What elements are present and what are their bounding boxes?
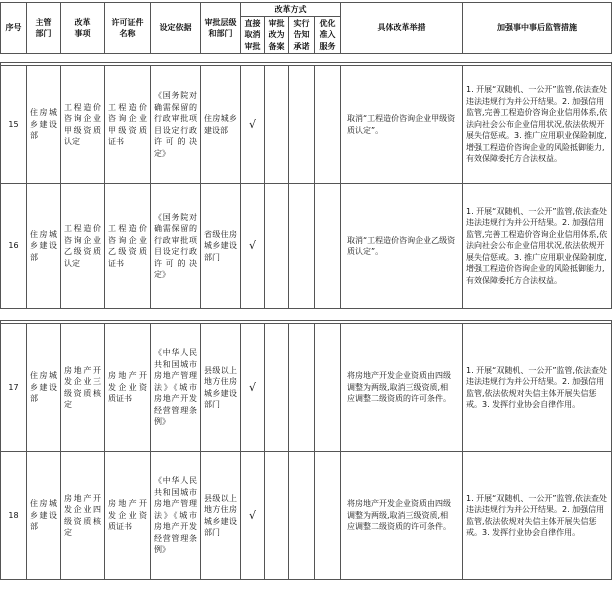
row-measure: 取消“工程造价咨询企业乙级资质认定”。	[341, 184, 463, 309]
header-supervise: 加强事中事后监管措施	[463, 3, 612, 54]
row-basis: 《国务院对确需保留的行政审批项目设定行政许可的决定》	[151, 66, 201, 184]
reform-table-header	[0, 2, 612, 54]
row-item: 工程造价咨询企业甲级资质认定	[61, 66, 105, 184]
header-cert: 许可证件 名称	[105, 3, 151, 54]
row-direct-check: √	[241, 184, 265, 309]
row-cert: 工程造价咨询企业乙级资质证书	[105, 184, 151, 309]
row-item: 工程造价咨询企业乙级资质认定	[61, 184, 105, 309]
reform-table-part-2	[0, 320, 612, 580]
row-item: 房地产开发企业三级资质核定	[61, 324, 105, 452]
table-row	[1, 184, 612, 309]
row-item: 房地产开发企业四级资质核定	[61, 452, 105, 580]
row-dept: 住房城乡建设部	[27, 66, 61, 184]
row-dept: 住房城乡建设部	[27, 184, 61, 309]
row-seq: 17	[1, 324, 27, 452]
header-basis: 设定依据	[151, 3, 201, 54]
row-direct-check: √	[241, 324, 265, 452]
row-seq: 15	[1, 66, 27, 184]
row-basis: 《中华人民共和国城市房地产管理法》《城市房地产开发经营管理条例》	[151, 324, 201, 452]
row-level: 县级以上地方住房城乡建设部门	[201, 324, 241, 452]
header-dept: 主管 部门	[27, 3, 61, 54]
row-supervise: 1. 开展“双随机、一公开”监管,依法查处违法违规行为并公开结果。2. 加强信用监管,完善工程造价咨询企业信用体系,依法向社会公布企业信用状况,依法依规开展失信惩戒。3. 推广应用职业保险制度,增强工程造价咨询企业的风险抵御能力,有效保障委托方合法权益。	[463, 184, 612, 309]
row-record	[265, 184, 289, 309]
row-seq: 18	[1, 452, 27, 580]
row-optimize	[315, 66, 341, 184]
table-row	[1, 66, 612, 184]
row-notify	[289, 452, 315, 580]
header-record: 审批 改为 备案	[265, 17, 289, 54]
row-cert: 房地产开发企业资质证书	[105, 452, 151, 580]
row-supervise: 1. 开展“双随机、一公开”监管,依法查处违法违规行为并公开结果。2. 加强信用监管,依法依规对失信主体开展失信惩戒。3. 发挥行业协会自律作用。	[463, 452, 612, 580]
row-cert: 房地产开发企业资质证书	[105, 324, 151, 452]
header-level: 审批层级 和部门	[201, 3, 241, 54]
row-level: 省级住房城乡建设部门	[201, 184, 241, 309]
header-reform: 改革方式	[241, 3, 341, 17]
row-basis: 《中华人民共和国城市房地产管理法》《城市房地产开发经营管理条例》	[151, 452, 201, 580]
row-dept: 住房城乡建设部	[27, 452, 61, 580]
reform-table-part-1	[0, 62, 612, 309]
header-notify: 实行 告知 承诺	[289, 17, 315, 54]
header-seq: 序号	[1, 3, 27, 54]
row-record	[265, 452, 289, 580]
row-cert: 工程造价咨询企业甲级资质证书	[105, 66, 151, 184]
row-notify	[289, 324, 315, 452]
header-measure: 具体改革举措	[341, 3, 463, 54]
row-measure: 取消“工程造价咨询企业甲级资质认定”。	[341, 66, 463, 184]
row-measure: 将房地产开发企业资质由四级调整为两级,取消三级资质,相应调整二级资质的许可条件。	[341, 452, 463, 580]
row-direct-check: √	[241, 452, 265, 580]
row-record	[265, 66, 289, 184]
row-optimize	[315, 324, 341, 452]
row-record	[265, 324, 289, 452]
row-seq: 16	[1, 184, 27, 309]
row-notify	[289, 184, 315, 309]
table-row	[1, 324, 612, 452]
row-dept: 住房城乡建设部	[27, 324, 61, 452]
header-optimize: 优化 准入 服务	[315, 17, 341, 54]
row-notify	[289, 66, 315, 184]
table-row	[1, 452, 612, 580]
row-optimize	[315, 452, 341, 580]
row-measure: 将房地产开发企业资质由四级调整为两级,取消三级资质,相应调整二级资质的许可条件。	[341, 324, 463, 452]
row-level: 县级以上地方住房城乡建设部门	[201, 452, 241, 580]
row-supervise: 1. 开展“双随机、一公开”监管,依法查处违法违规行为并公开结果。2. 加强信用监管,完善工程造价咨询企业信用体系,依法向社会公布企业信用状况,依法依规开展失信惩戒。3. 推广应用职业保险制度,增强工程造价咨询企业的风险抵御能力,有效保障委托方合法权益。	[463, 66, 612, 184]
row-supervise: 1. 开展“双随机、一公开”监管,依法查处违法违规行为并公开结果。2. 加强信用监管,依法依规对失信主体开展失信惩戒。3. 发挥行业协会自律作用。	[463, 324, 612, 452]
header-direct: 直接 取消 审批	[241, 17, 265, 54]
row-basis: 《国务院对确需保留的行政审批项目设定行政许可的决定》	[151, 184, 201, 309]
row-direct-check: √	[241, 66, 265, 184]
row-optimize	[315, 184, 341, 309]
row-level: 住房城乡建设部	[201, 66, 241, 184]
header-item: 改革 事项	[61, 3, 105, 54]
